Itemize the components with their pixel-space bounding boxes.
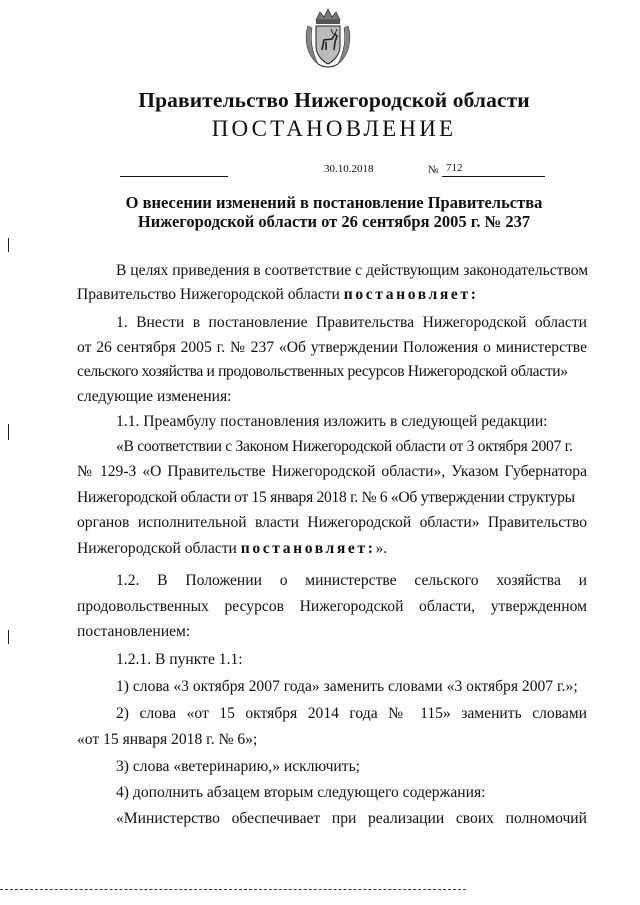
body-line-5: сельского хозяйства и продовольственных ресурсов Нижегородской области» bbox=[77, 363, 568, 380]
body-line-10: Нижегородской области от 15 января 2018 г. № 6 «Об утверждении структуры bbox=[77, 489, 575, 506]
body-line-16: 1.2.1. В пункте 1.1: bbox=[116, 651, 243, 668]
date-underline bbox=[120, 176, 228, 177]
number-label: № bbox=[428, 164, 439, 176]
scan-artifact bbox=[8, 238, 9, 252]
subject-line-2: Нижегородской области от 26 сентября 2005 г. № 237 bbox=[137, 212, 531, 231]
number-underline bbox=[442, 176, 545, 177]
body-line-11: органов исполнительной власти Нижегородской области» Правительство bbox=[77, 514, 587, 531]
body-line-18: 2) слова «от 15 октября 2014 года № 115» заменить словами bbox=[116, 705, 587, 722]
body-line-3: 1. Внести в постановление Правительства Нижегородской области bbox=[116, 314, 587, 331]
closing-quote: ». bbox=[375, 540, 388, 557]
resolves-word: постановляет: bbox=[343, 286, 479, 303]
body-line-4: от 26 сентября 2005 г. № 237 «Об утверждении Положения о министерстве bbox=[77, 339, 587, 356]
body-line-22: «Министерство обеспечивает при реализации своих полномочий bbox=[116, 810, 587, 827]
scan-artifact bbox=[8, 424, 9, 440]
body-line-9: № 129-З «О Правительстве Нижегородской области», Указом Губернатора bbox=[77, 463, 587, 480]
body-text: Правительство Нижегородской области bbox=[77, 286, 340, 303]
document-subject bbox=[0, 193, 640, 231]
org-title: Правительство Нижегородской области bbox=[138, 88, 530, 112]
body-line-13: 1.2. В Положении о министерстве сельского хозяйства и bbox=[116, 572, 587, 589]
document-type: ПОСТАНОВЛЕНИЕ bbox=[211, 116, 457, 141]
body-line-15: постановлением: bbox=[77, 623, 191, 640]
body-line-19: «от 15 января 2018 г. № 6»; bbox=[77, 731, 258, 748]
scan-artifact bbox=[8, 630, 9, 644]
body-line-6: следующие изменения: bbox=[77, 388, 232, 405]
body-line-8: «В соответствии с Законом Нижегородской области от 3 октября 2007 г. bbox=[116, 438, 573, 455]
subject-line-1: О внесении изменений в постановление Правительства bbox=[125, 193, 543, 212]
scan-edge-line bbox=[0, 889, 466, 890]
coat-of-arms-icon bbox=[302, 6, 354, 72]
document-number: 712 bbox=[446, 162, 463, 174]
document-date: 30.10.2018 bbox=[324, 163, 374, 175]
body-line-1: В целях приведения в соответствие с действующим законодательством bbox=[116, 262, 589, 279]
body-line-21: 4) дополнить абзацем вторым следующего содержания: bbox=[116, 784, 486, 801]
body-line-20: 3) слова «ветеринарию,» исключить; bbox=[116, 758, 361, 775]
body-text: Нижегородской области bbox=[77, 540, 237, 557]
resolves-word: постановляет: bbox=[240, 540, 376, 557]
body-line-17: 1) слова «3 октября 2007 года» заменить словами «3 октября 2007 г.»; bbox=[116, 678, 578, 695]
body-line-14: продовольственных ресурсов Нижегородской области, утвержденном bbox=[77, 598, 587, 615]
body-line-2 bbox=[77, 286, 587, 304]
body-line-7: 1.1. Преамбулу постановления изложить в следующей редакции: bbox=[116, 413, 548, 430]
body-line-12 bbox=[77, 540, 587, 558]
